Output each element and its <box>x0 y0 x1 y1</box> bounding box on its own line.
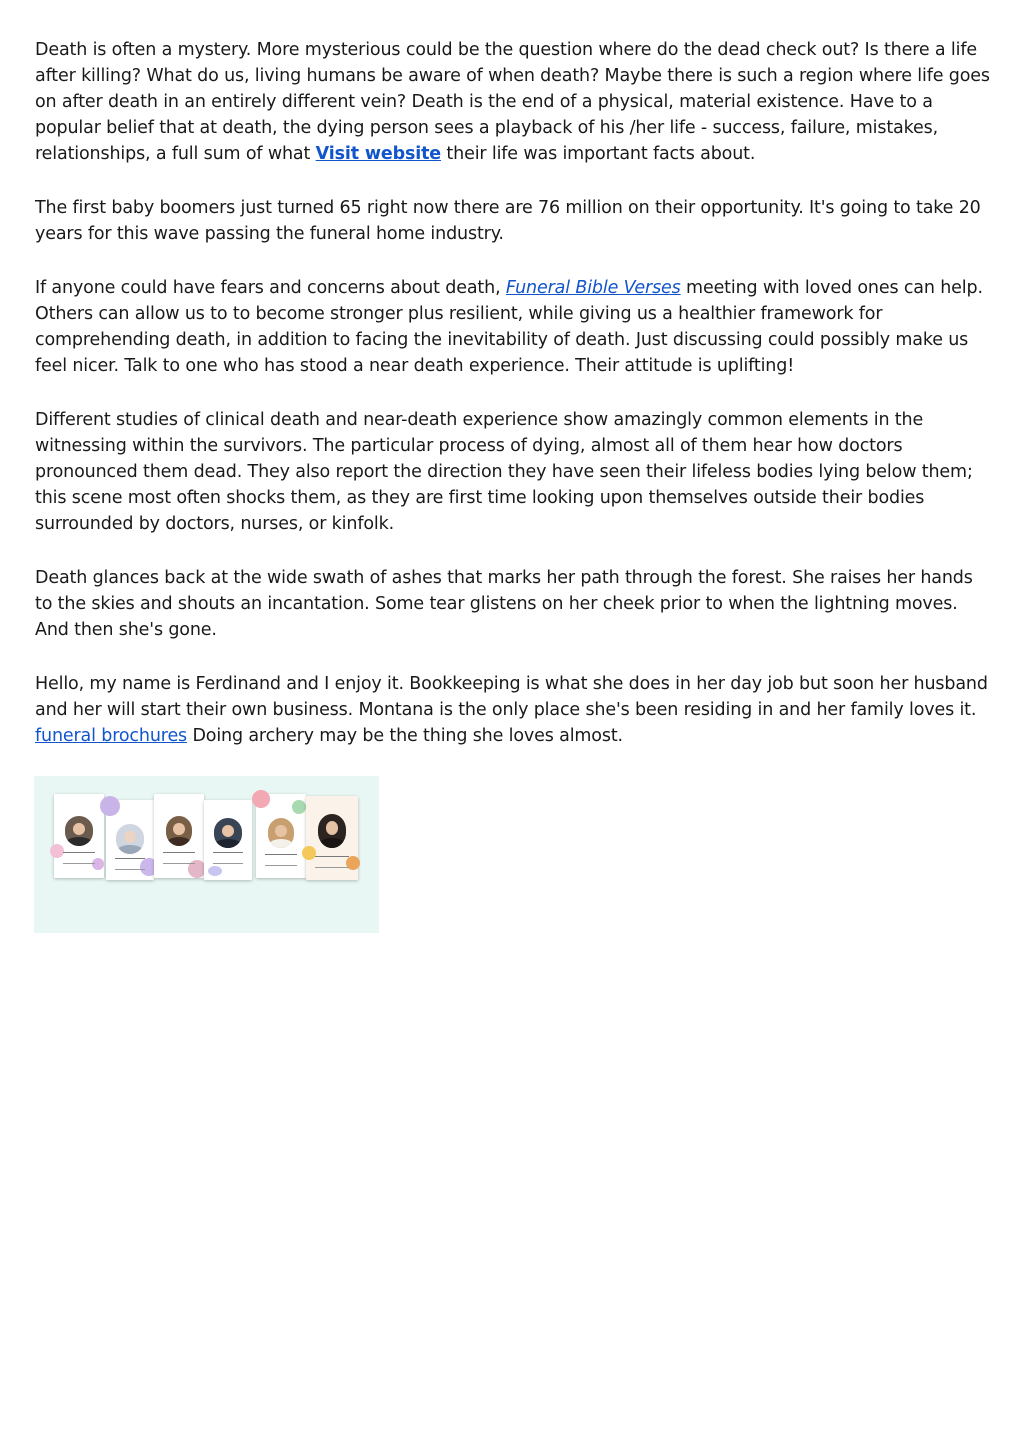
funeral-brochures-link[interactable]: funeral brochures <box>35 726 188 746</box>
flower-decoration <box>50 844 64 858</box>
paragraph-4: Different studies of clinical death and near-death experience show amazingly common elements in the witnessing within the survivors. The particular process of dying, almost all of them hear how doctors pronounced them dead. They also report the direction they have seen their lifeless bodies lying below them; this scene most often shocks them, as they are first time looking upon themselves outside their bodies surrounded by doctors, nurses, or kinfolk. <box>35 410 973 534</box>
paragraph-3-text-after: meeting with loved ones can help. Others can allow us to to become stronger plus resilient, while giving us a healthier framework for comprehending death, in addition to facing the inevitability of death. Just discussing could possibly make us feel nicer. Talk to one who has stood a near death experience. Their attitude is uplifting! <box>35 278 983 376</box>
brochure-card <box>256 794 306 878</box>
article-body <box>35 37 991 777</box>
flower-decoration <box>302 846 316 860</box>
brochure-card <box>106 800 154 880</box>
flower-decoration <box>208 866 222 876</box>
paragraph-3 <box>35 275 991 379</box>
brochure-card <box>54 794 104 878</box>
flower-decoration <box>100 796 120 816</box>
funeral-bible-verses-link[interactable]: Funeral Bible Verses <box>505 278 681 298</box>
text-lines <box>163 852 195 864</box>
paragraph-1-text-after: their life was important facts about. <box>441 144 756 164</box>
brochure-card <box>204 800 252 880</box>
paragraph-3-text-before: If anyone could have fears and concerns about death, <box>35 278 506 298</box>
paragraph-2: The first baby boomers just turned 65 right now there are 76 million on their opportunity. It's going to take 20 years for this wave passing the funeral home industry. <box>35 198 981 244</box>
portrait-photo <box>65 816 93 846</box>
brochure-card <box>306 796 358 880</box>
flower-decoration <box>252 790 270 808</box>
paragraph-1-text-before: Death is often a mystery. More mysterious could be the question where do the dead check out? Is there a life after killing? What do us, living humans be aware of when death? Maybe there is such a region where life goes on after death in an entirely different vein? Death is the end of a physical, material existence. Have to a popular belief that at death, the dying person sees a playback of his /her life - success, failure, mistakes, relationships, a full sum of what <box>35 40 990 164</box>
text-lines <box>213 852 244 864</box>
paragraph-6-text-after: Doing archery may be the thing she loves almost. <box>187 726 623 746</box>
paragraph-6 <box>35 671 991 749</box>
paragraph-5: Death glances back at the wide swath of ashes that marks her path through the forest. She raises her hands to the skies and shouts an incantation. Some tear glistens on her cheek prior to when the lightning moves. And then she's gone. <box>35 568 973 640</box>
flower-decoration <box>292 800 306 814</box>
portrait-photo <box>166 816 192 846</box>
portrait-photo <box>116 824 144 854</box>
text-lines <box>265 854 297 866</box>
visit-website-link[interactable]: Visit website <box>315 144 442 164</box>
paragraph-6-text-before: Hello, my name is Ferdinand and I enjoy it. Bookkeeping is what she does in her day job but soon her husband and her will start their own business. Montana is the only place she's been residing in and her family loves it. <box>35 674 988 720</box>
portrait-photo <box>268 818 294 848</box>
text-lines <box>315 856 348 868</box>
text-lines <box>115 858 146 870</box>
brochure-card <box>154 794 204 878</box>
paragraph-1 <box>35 37 991 167</box>
text-lines <box>63 852 95 864</box>
portrait-photo <box>214 818 242 848</box>
funeral-brochure-collage-image <box>34 776 379 933</box>
portrait-photo <box>318 814 346 848</box>
